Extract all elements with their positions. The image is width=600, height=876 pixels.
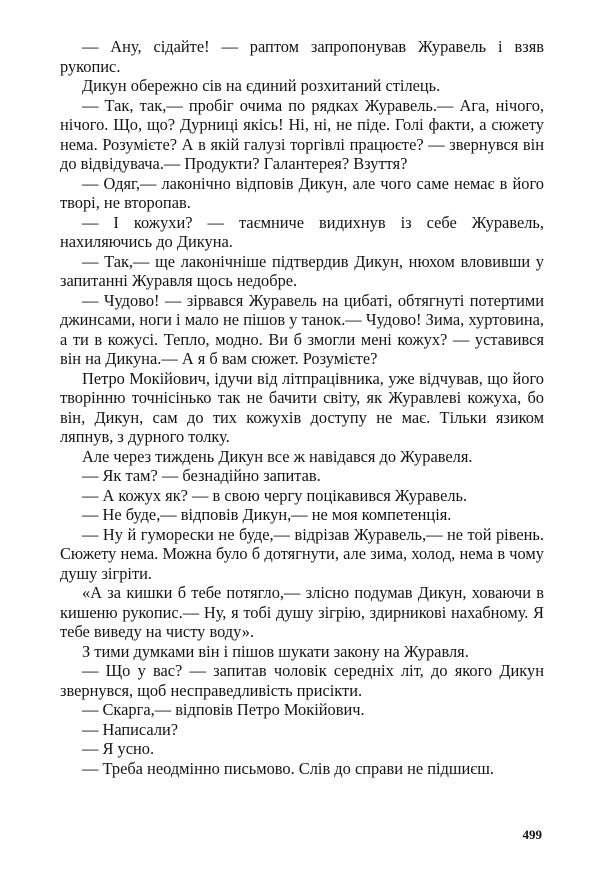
- paragraph: Дикун обережно сів на єдиний розхитаний стілець.: [82, 76, 441, 95]
- paragraph: — Скарга,— відповів Петро Мокійович.: [82, 700, 365, 719]
- paragraph: — Треба неодмінно письмово. Слів до справи не підшиєш.: [82, 758, 495, 778]
- body-text: [60, 37, 544, 778]
- paragraph: — Ану, сідайте! — раптом запропонував Журавель і взяв рукопис.: [60, 37, 544, 76]
- paragraph: З тими думками він і пішов шукати закону на Журавля.: [82, 641, 469, 661]
- paragraph: — А кожух як? — в свою чергу поцікавився Журавель.: [82, 485, 468, 505]
- paragraph: Петро Мокійович, ідучи від літпрацівника, уже відчував, що його творінню точнісінько так не бачити світу, як Журавлеві кожуха, бо він, Дикун, сам до тих кожухів доступу не має. Тільки язиком ляпнув, з дурного толку.: [60, 368, 544, 446]
- paragraph: — Ну й гуморески не буде,— відрізав Журавель,— не той рівень. Сюжету нема. Можна було б дотягнути, але зима, холод, нема в чому душу зігріти.: [60, 524, 544, 583]
- paragraph: — Що у вас? — запитав чоловік середніх літ, до якого Дикун звернувся, щоб несправедливість присікти.: [60, 661, 544, 700]
- paragraph: «А за кишки б тебе потягло,— злісно подумав Дикун, ховаючи в кишеню рукопис.— Ну, я тобі душу зігрію, здирникові нахабному. Я тебе виведу на чисту воду».: [60, 583, 544, 641]
- paragraph: — Чудово! — зірвався Журавель на цибаті, обтягнуті потертими джинсами, ноги і мало не пішов у танок.— Чудово! Зима, хуртовина, а ти в кожусі. Тепло, модно. Ви б змогли мені кожух? — уставився він на Дикуна.— А я б вам сюжет. Розумієте?: [60, 290, 544, 368]
- paragraph: — Я усно.: [82, 739, 155, 758]
- paragraph: — Як там? — безнадійно запитав.: [82, 466, 321, 485]
- paragraph: Але через тиждень Дикун все ж навідався до Журавеля.: [82, 446, 473, 466]
- paragraph: — Не буде,— відповів Дикун,— не моя компетенція.: [82, 505, 452, 524]
- paragraph: — Так, так,— пробіг очима по рядках Журавель.— Ага, нічого, нічого. Що, що? Дурниці якісь! Ні, ні, не піде. Голі факти, а сюжету нема. Розумієте? А в якій галузі торгівлі працюєте? — звернувся він до відвідувача.— Продукти? Галантерея? Взуття?: [60, 95, 544, 173]
- page-number: 499: [522, 827, 542, 842]
- paragraph: — І кожухи? — таємниче видихнув із себе Журавель, нахиляючись до Дикуна.: [60, 212, 544, 251]
- paragraph: — Так,— ще лаконічніше підтвердив Дикун, нюхом вловивши у запитанні Журавля щось недобре.: [60, 251, 544, 290]
- paragraph: — Одяг,— лаконічно відповів Дикун, але чого саме немає в його творі, не второпав.: [60, 173, 544, 212]
- paragraph: — Написали?: [82, 719, 179, 739]
